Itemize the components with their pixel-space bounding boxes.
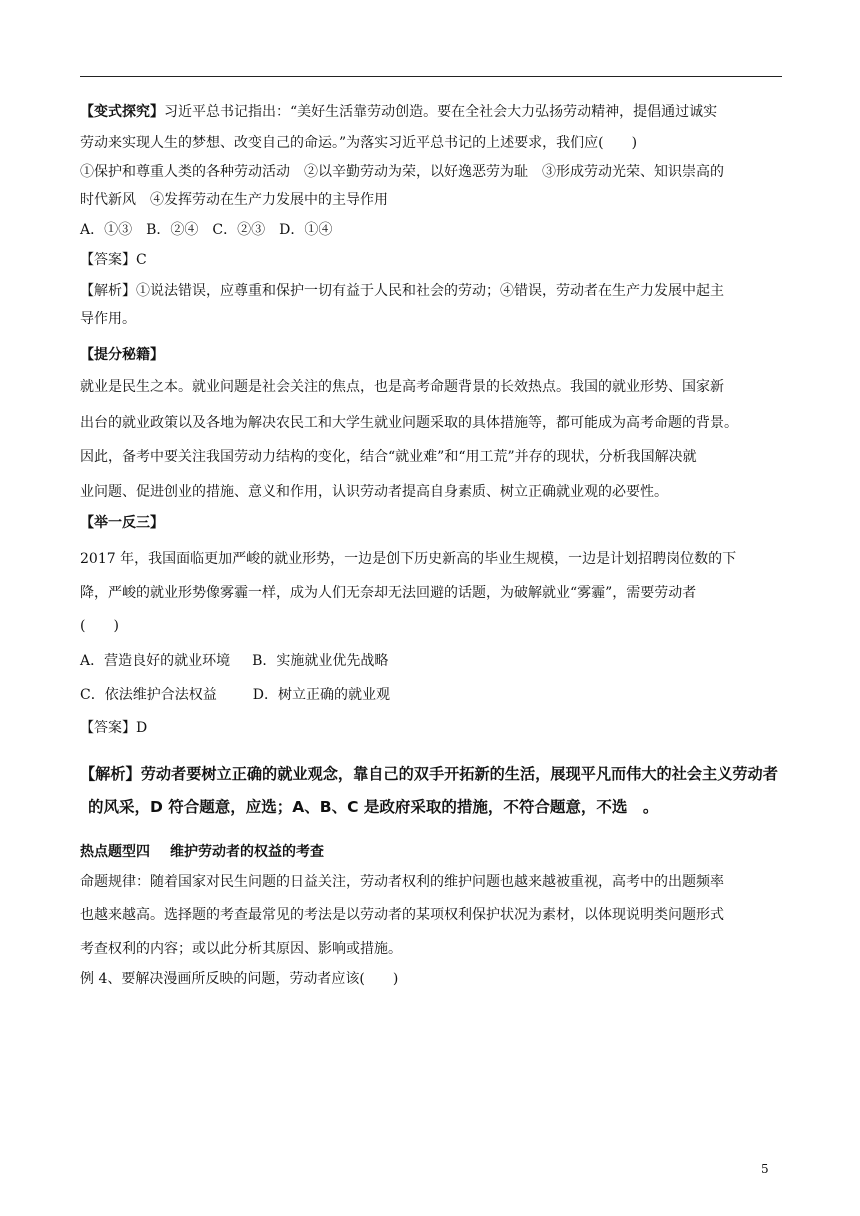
tips-line-1: 就业是民生之本。就业问题是社会关注的焦点，也是高考命题背景的长效热点。我国的就业形势、国家新 <box>80 379 724 395</box>
variant-analysis-2: 导作用。 <box>80 311 136 327</box>
variant-answer: 【答案】C <box>80 252 147 268</box>
analysis-label: 【解析】 <box>80 765 141 783</box>
variant-options: A．①③ B．②④ C．②③ D．①④ <box>80 222 333 238</box>
variant-text: 习近平总书记指出：“美好生活靠劳动创造。要在全社会大力弘扬劳动精神，提倡通过诚实 <box>164 104 718 120</box>
tips-line-4: 业问题、促进创业的措施、意义和作用，认识劳动者提高自身素质、树立正确就业观的必要性。 <box>80 484 668 500</box>
practice-line-1: 2017 年，我国面临更加严峻的就业形势，一边是创下历史新高的毕业生规模，一边是计划招聘岗位数的下 <box>80 551 737 567</box>
option-a: A．营造良好的就业环境 <box>80 653 231 669</box>
practice-options-ab <box>80 652 388 670</box>
hot-heading <box>80 843 324 861</box>
practice-answer: 【答案】D <box>80 720 148 736</box>
option-d: D．树立正确的就业观 <box>252 687 390 703</box>
practice-line-2: 降，严峻的就业形势像雾霾一样，成为人们无奈却无法回避的话题，为破解就业“雾霾”，需要劳动者 <box>80 585 697 601</box>
statement-3: ③形成劳动光荣、知识崇高的 <box>542 164 724 180</box>
practice-line-3: ( ) <box>80 618 119 634</box>
hot-heading-number: 热点题型四 <box>80 844 150 860</box>
tips-line-3: 因此，备考中要关注我国劳动力结构的变化，结合“就业难”和“用工荒”并存的现状，分析我国解决就 <box>80 449 697 465</box>
variant-label: 【变式探究】 <box>80 104 164 120</box>
statement-1: ①保护和尊重人类的各种劳动活动 <box>80 164 290 180</box>
variant-line-4: 时代新风 ④发挥劳动在生产力发展中的主导作用 <box>80 192 388 208</box>
option-b: B．实施就业优先战略 <box>252 653 389 669</box>
variant-line-1 <box>80 103 717 121</box>
hot-line-2: 也越来越高。选择题的考查最常见的考法是以劳动者的某项权利保护状况为素材，以体现说明类问题形式 <box>80 907 724 923</box>
statement-2: ②以辛勤劳动为荣，以好逸恶劳为耻 <box>304 164 528 180</box>
variant-line-2: 劳动来实现人生的梦想、改变自己的命运。”为落实习近平总书记的上述要求，我们应( ) <box>80 135 638 151</box>
header-rule <box>80 76 782 77</box>
tips-line-2: 出台的就业政策以及各地为解决农民工和大学生就业问题采取的具体措施等，都可能成为高考命题的背景。 <box>80 415 738 431</box>
page-number: 5 <box>761 1162 769 1176</box>
practice-heading: 【举一反三】 <box>80 515 164 531</box>
practice-options-cd <box>80 686 390 704</box>
hot-heading-title: 维护劳动者的权益的考查 <box>170 844 324 860</box>
variant-line-3 <box>80 163 724 181</box>
tips-heading: 【提分秘籍】 <box>80 347 164 363</box>
hot-line-4: 例 4、要解决漫画所反映的问题，劳动者应该( ) <box>80 971 399 987</box>
hot-line-1: 命题规律：随着国家对民生问题的日益关注，劳动者权利的维护问题也越来越被重视，高考中的出题频率 <box>80 874 724 890</box>
hot-line-3: 考查权利的内容；或以此分析其原因、影响或措施。 <box>80 941 402 957</box>
option-c: C．依法维护合法权益 <box>80 687 217 703</box>
analysis-text: 劳动者要树立正确的就业观念，靠自己的双手开拓新的生活，展现平凡而伟大的社会主义劳动者 <box>140 765 778 783</box>
variant-analysis-1: 【解析】①说法错误，应尊重和保护一切有益于人民和社会的劳动；④错误，劳动者在生产力发展中起主 <box>80 283 724 299</box>
practice-analysis-1 <box>80 765 778 783</box>
practice-analysis-2: 的风采，D 符合题意，应选；A、B、C 是政府采取的措施，不符合题意，不选 。 <box>88 798 659 816</box>
